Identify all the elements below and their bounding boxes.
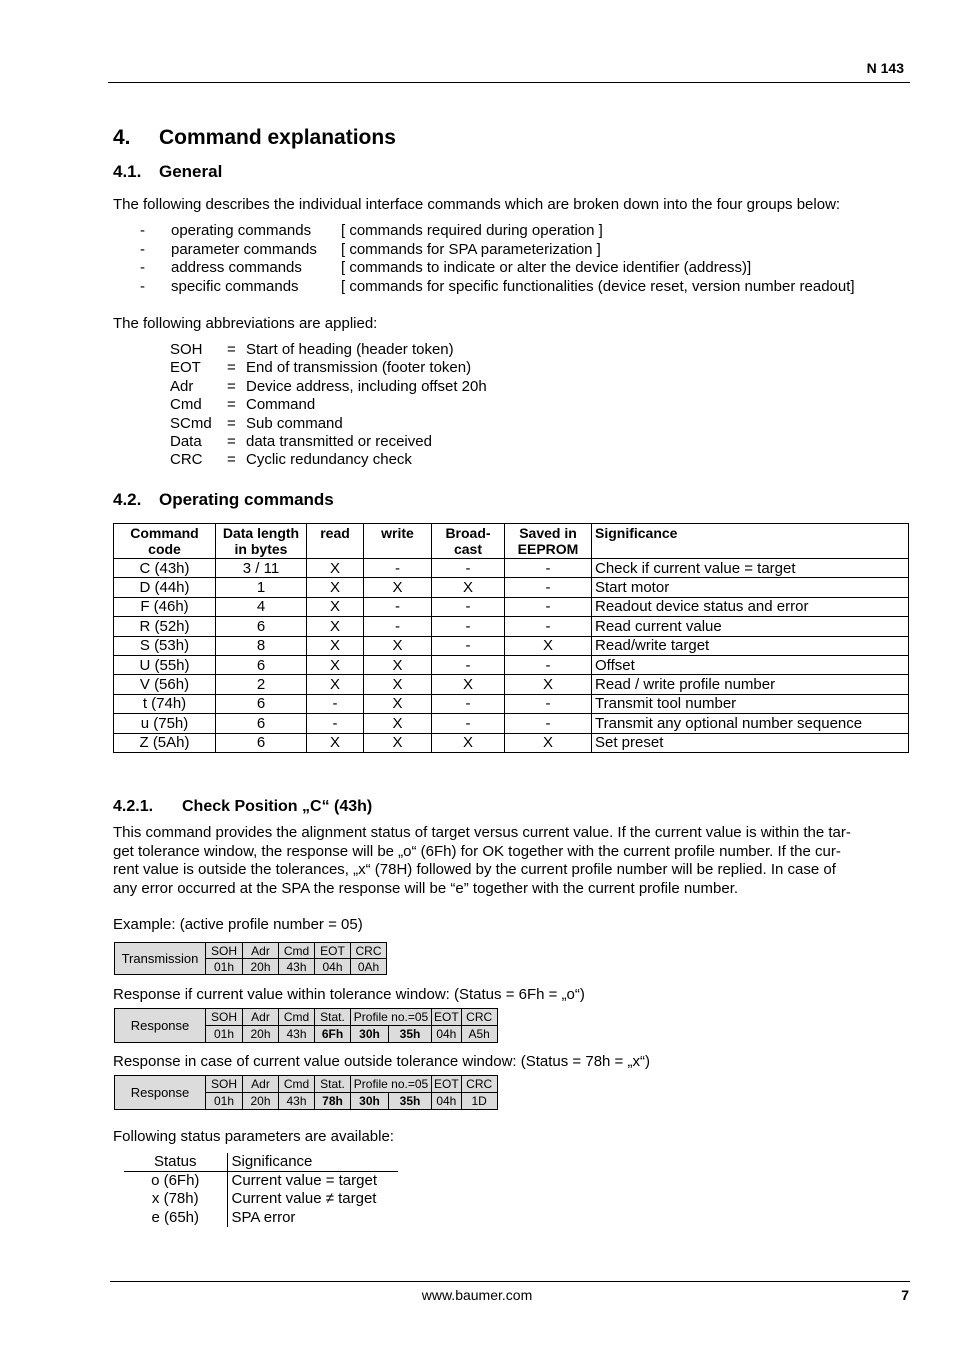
abbreviation-item — [170, 451, 487, 469]
status-code: x (78h) — [124, 1190, 227, 1209]
table-cell: - — [364, 597, 432, 616]
abbreviation-equals: = — [227, 341, 236, 358]
table-cell: t (74h) — [114, 694, 216, 713]
table-cell: U (55h) — [114, 655, 216, 674]
section-number: 4.2.1. — [113, 798, 154, 815]
frame-label: Response — [115, 1009, 206, 1043]
status-intro: Following status parameters are available: — [113, 1128, 394, 1145]
table-cell: X — [432, 578, 505, 597]
frame-value: 43h — [279, 1093, 315, 1110]
column-header — [307, 524, 364, 559]
command-groups-list — [140, 222, 855, 296]
abbreviation-item — [170, 415, 487, 433]
table-row — [124, 1190, 398, 1209]
table-row — [114, 733, 909, 752]
frame-field: Stat. — [315, 1009, 351, 1026]
header-line: EEPROM — [517, 541, 579, 557]
frame-label: Response — [115, 1076, 206, 1110]
section-title: Operating commands — [159, 490, 334, 509]
column-header — [432, 524, 505, 559]
paragraph-line: rent value is outside the tolerances, „x“ (78H) followed by the current profile number will be replied. In case of — [113, 861, 836, 879]
header-line: cast — [453, 541, 483, 557]
table-cell: - — [364, 617, 432, 636]
response-out-frame — [114, 1075, 498, 1110]
group-description: [ commands to indicate or alter the device identifier (address)] — [341, 259, 752, 277]
table-cell: 2 — [216, 675, 307, 694]
status-significance: SPA error — [231, 1209, 296, 1227]
column-header — [592, 524, 909, 559]
list-item — [140, 278, 855, 297]
section-title: Command explanations — [159, 126, 396, 149]
table-cell: Read/write target — [592, 636, 909, 655]
group-description: [ commands for specific functionalities (device reset, version number readout] — [341, 277, 855, 295]
frame-field: Cmd — [279, 1009, 315, 1026]
frame-field: CRC — [461, 1009, 497, 1026]
frame-value: 1D — [461, 1093, 497, 1110]
table-row — [114, 597, 909, 616]
header-line: read — [320, 525, 350, 541]
table-cell: X — [364, 675, 432, 694]
general-intro: The following describes the individual interface commands which are broken down into the four groups below: — [113, 196, 841, 213]
table-cell: 1 — [216, 578, 307, 597]
table-cell: Z (5Ah) — [114, 733, 216, 752]
abbreviation-key: SOH — [170, 341, 203, 358]
frame-field: EOT — [432, 1009, 462, 1026]
frame-field: Adr — [243, 943, 279, 959]
section-number: 4.2. — [113, 490, 142, 509]
list-dash: - — [140, 240, 145, 258]
table-row — [124, 1209, 398, 1228]
header-line: write — [381, 525, 414, 541]
paragraph-line: get tolerance window, the response will be „o“ (6Fh) for OK together with the current profile number. If the cur- — [113, 842, 841, 860]
list-dash: - — [140, 222, 145, 239]
abbreviation-equals: = — [227, 396, 236, 414]
section-4-1-heading — [113, 162, 222, 182]
frame-field: CRC — [461, 1076, 497, 1093]
table-cell: Transmit any optional number sequence — [592, 714, 909, 733]
table-cell: - — [505, 694, 592, 713]
group-name: operating commands — [171, 222, 312, 239]
table-cell: X — [364, 694, 432, 713]
frame-value: 35h — [389, 1093, 432, 1110]
group-name: address commands — [171, 259, 302, 277]
table-cell: - — [432, 714, 505, 733]
table-cell: - — [505, 559, 592, 578]
table-cell: - — [432, 694, 505, 713]
list-dash: - — [140, 259, 145, 277]
table-cell: Readout device status and error — [592, 597, 909, 616]
table-cell: 6 — [216, 655, 307, 674]
frame-field: Profile no.=05 — [351, 1076, 432, 1093]
abbreviation-value: Start of heading (header token) — [246, 341, 454, 358]
status-significance: Current value ≠ target — [231, 1190, 377, 1208]
abbreviations-list — [170, 341, 487, 470]
table-cell: - — [364, 559, 432, 578]
abbreviation-equals: = — [227, 433, 236, 451]
table-cell: X — [364, 636, 432, 655]
table-cell: u (75h) — [114, 714, 216, 733]
group-description: [ commands required during operation ] — [341, 222, 603, 239]
header-line: Data length — [222, 525, 300, 541]
group-name: specific commands — [171, 277, 299, 295]
list-dash: - — [140, 277, 145, 295]
abbreviation-equals: = — [227, 414, 236, 432]
abbreviation-value: End of transmission (footer token) — [246, 359, 472, 377]
table-cell: X — [307, 655, 364, 674]
table-cell: X — [432, 675, 505, 694]
table-row — [114, 714, 909, 733]
group-description: [ commands for SPA parameterization ] — [341, 240, 601, 258]
abbreviation-key: EOT — [170, 359, 201, 377]
table-cell: X — [307, 597, 364, 616]
table-cell: X — [307, 636, 364, 655]
abbreviation-equals: = — [227, 451, 236, 469]
frame-field: Cmd — [279, 943, 315, 959]
table-cell: Check if current value = target — [592, 559, 909, 578]
header-line: code — [148, 541, 181, 557]
table-cell: 4 — [216, 597, 307, 616]
abbreviation-value: Device address, including offset 20h — [246, 377, 487, 395]
document-code: N 143 — [866, 60, 904, 76]
table-cell: - — [505, 617, 592, 636]
table-cell: X — [307, 733, 364, 752]
table-cell: Read / write profile number — [592, 675, 909, 694]
frame-field: Stat. — [315, 1076, 351, 1093]
table-cell: C (43h) — [114, 559, 216, 578]
table-cell: X — [432, 733, 505, 752]
header-line: Saved in — [519, 525, 577, 541]
table-cell: - — [307, 694, 364, 713]
abbreviation-item — [170, 396, 487, 414]
response-ok-label: Response if current value within tolerance window: (Status = 6Fh = „o“) — [113, 986, 585, 1003]
table-cell: R (52h) — [114, 617, 216, 636]
frame-field: Adr — [243, 1009, 279, 1026]
abbreviation-value: Sub command — [246, 414, 343, 432]
table-cell: X — [364, 578, 432, 597]
list-item — [140, 222, 855, 241]
frame-value: 35h — [389, 1026, 432, 1043]
table-cell: S (53h) — [114, 636, 216, 655]
frame-field: Cmd — [279, 1076, 315, 1093]
header-rule — [108, 82, 910, 83]
table-cell: X — [307, 559, 364, 578]
frame-field: SOH — [206, 1009, 243, 1026]
table-cell: - — [505, 578, 592, 597]
section-number: 4. — [113, 126, 131, 149]
footer-rule — [110, 1281, 910, 1282]
table-cell: X — [307, 578, 364, 597]
table-row — [124, 1172, 398, 1191]
table-cell: - — [505, 655, 592, 674]
frame-field: EOT — [432, 1076, 462, 1093]
footer-url: www.baumer.com — [421, 1287, 533, 1303]
section-title: General — [159, 162, 223, 181]
column-header — [114, 524, 216, 559]
paragraph-line: This command provides the alignment status of target versus current value. If the current value is within the tar- — [113, 824, 851, 841]
column-header — [364, 524, 432, 559]
frame-value: A5h — [461, 1026, 497, 1043]
group-name: parameter commands — [171, 240, 317, 258]
abbreviation-item — [170, 341, 487, 359]
column-header — [216, 524, 307, 559]
table-row — [114, 578, 909, 597]
frame-value: 04h — [315, 959, 351, 975]
significance-header: Significance — [227, 1153, 398, 1172]
table-cell: 6 — [216, 617, 307, 636]
table-cell: 6 — [216, 733, 307, 752]
header-line: Command — [130, 525, 199, 541]
frame-value: 6Fh — [315, 1026, 351, 1043]
status-header: Status — [124, 1153, 227, 1172]
response-out-label: Response in case of current value outside tolerance window: (Status = 78h = „x“) — [113, 1053, 650, 1070]
frame-value: 30h — [351, 1026, 389, 1043]
status-code: e (65h) — [124, 1209, 227, 1228]
table-cell: Set preset — [592, 733, 909, 752]
table-cell: F (46h) — [114, 597, 216, 616]
table-row — [114, 617, 909, 636]
table-cell: X — [307, 675, 364, 694]
status-code: o (6Fh) — [124, 1172, 227, 1191]
table-cell: - — [432, 617, 505, 636]
abbreviation-item — [170, 359, 487, 377]
table-cell: X — [364, 733, 432, 752]
frame-field: Adr — [243, 1076, 279, 1093]
table-cell: X — [505, 636, 592, 655]
page-number: 7 — [901, 1287, 909, 1303]
list-item — [140, 259, 855, 278]
table-cell: X — [364, 655, 432, 674]
abbreviation-item — [170, 378, 487, 396]
table-cell: - — [307, 714, 364, 733]
status-significance: Current value = target — [231, 1172, 377, 1190]
table-cell: - — [432, 559, 505, 578]
table-cell: X — [505, 675, 592, 694]
abbreviation-item — [170, 433, 487, 451]
column-header — [505, 524, 592, 559]
section-number: 4.1. — [113, 162, 142, 181]
operating-commands-table — [113, 523, 909, 753]
table-cell: V (56h) — [114, 675, 216, 694]
abbreviation-key: SCmd — [170, 414, 212, 432]
header-line: Significance — [595, 525, 678, 541]
abbreviation-value: data transmitted or received — [246, 433, 432, 451]
frame-field: EOT — [315, 943, 351, 959]
table-cell: Read current value — [592, 617, 909, 636]
frame-value: 20h — [243, 1093, 279, 1110]
frame-value: 04h — [432, 1093, 462, 1110]
list-item — [140, 241, 855, 260]
table-cell: 6 — [216, 694, 307, 713]
frame-value: 43h — [279, 959, 315, 975]
frame-label: Transmission — [115, 943, 206, 975]
abbreviation-key: Adr — [170, 377, 194, 395]
table-cell: X — [364, 714, 432, 733]
abbreviations-intro: The following abbreviations are applied: — [113, 315, 378, 332]
table-cell: 3 / 11 — [216, 559, 307, 578]
check-position-description — [113, 824, 908, 898]
header-line: Broad- — [445, 525, 491, 541]
frame-field: CRC — [351, 943, 387, 959]
table-cell: Start motor — [592, 578, 909, 597]
table-cell: - — [432, 655, 505, 674]
frame-value: 01h — [206, 1093, 243, 1110]
table-row — [114, 675, 909, 694]
section-title: Check Position „C“ (43h) — [182, 798, 373, 815]
section-4-2-heading — [113, 490, 334, 510]
response-ok-frame — [114, 1008, 498, 1043]
frame-field: SOH — [206, 943, 243, 959]
section-4-2-1-heading — [113, 798, 372, 816]
table-cell: 6 — [216, 714, 307, 733]
table-cell: D (44h) — [114, 578, 216, 597]
frame-field: SOH — [206, 1076, 243, 1093]
section-4-heading — [113, 126, 396, 150]
table-cell: 8 — [216, 636, 307, 655]
table-cell: - — [505, 597, 592, 616]
frame-value: 30h — [351, 1093, 389, 1110]
table-cell: X — [307, 617, 364, 636]
example-label: Example: (active profile number = 05) — [113, 916, 363, 933]
frame-value: 01h — [206, 1026, 243, 1043]
table-cell: - — [432, 636, 505, 655]
table-cell: - — [505, 714, 592, 733]
abbreviation-equals: = — [227, 377, 236, 395]
frame-value: 20h — [243, 959, 279, 975]
table-row — [114, 655, 909, 674]
table-row — [114, 694, 909, 713]
abbreviation-key: Cmd — [170, 396, 202, 414]
frame-value: 0Ah — [351, 959, 387, 975]
table-cell: - — [432, 597, 505, 616]
abbreviation-key: CRC — [170, 451, 203, 469]
status-parameters-table — [124, 1153, 398, 1227]
frame-value: 43h — [279, 1026, 315, 1043]
table-row — [114, 636, 909, 655]
table-cell: X — [505, 733, 592, 752]
abbreviation-value: Cyclic redundancy check — [246, 451, 412, 469]
frame-value: 01h — [206, 959, 243, 975]
header-line: in bytes — [234, 541, 288, 557]
frame-value: 04h — [432, 1026, 462, 1043]
frame-field: Profile no.=05 — [351, 1009, 432, 1026]
table-cell: Offset — [592, 655, 909, 674]
paragraph-line: any error occurred at the SPA the response will be “e” together with the current profile number. — [113, 879, 739, 897]
table-cell: Transmit tool number — [592, 694, 909, 713]
frame-value: 78h — [315, 1093, 351, 1110]
transmission-frame — [114, 942, 387, 975]
frame-value: 20h — [243, 1026, 279, 1043]
abbreviation-equals: = — [227, 359, 236, 377]
table-row — [114, 559, 909, 578]
abbreviation-value: Command — [246, 396, 316, 414]
abbreviation-key: Data — [170, 433, 202, 451]
